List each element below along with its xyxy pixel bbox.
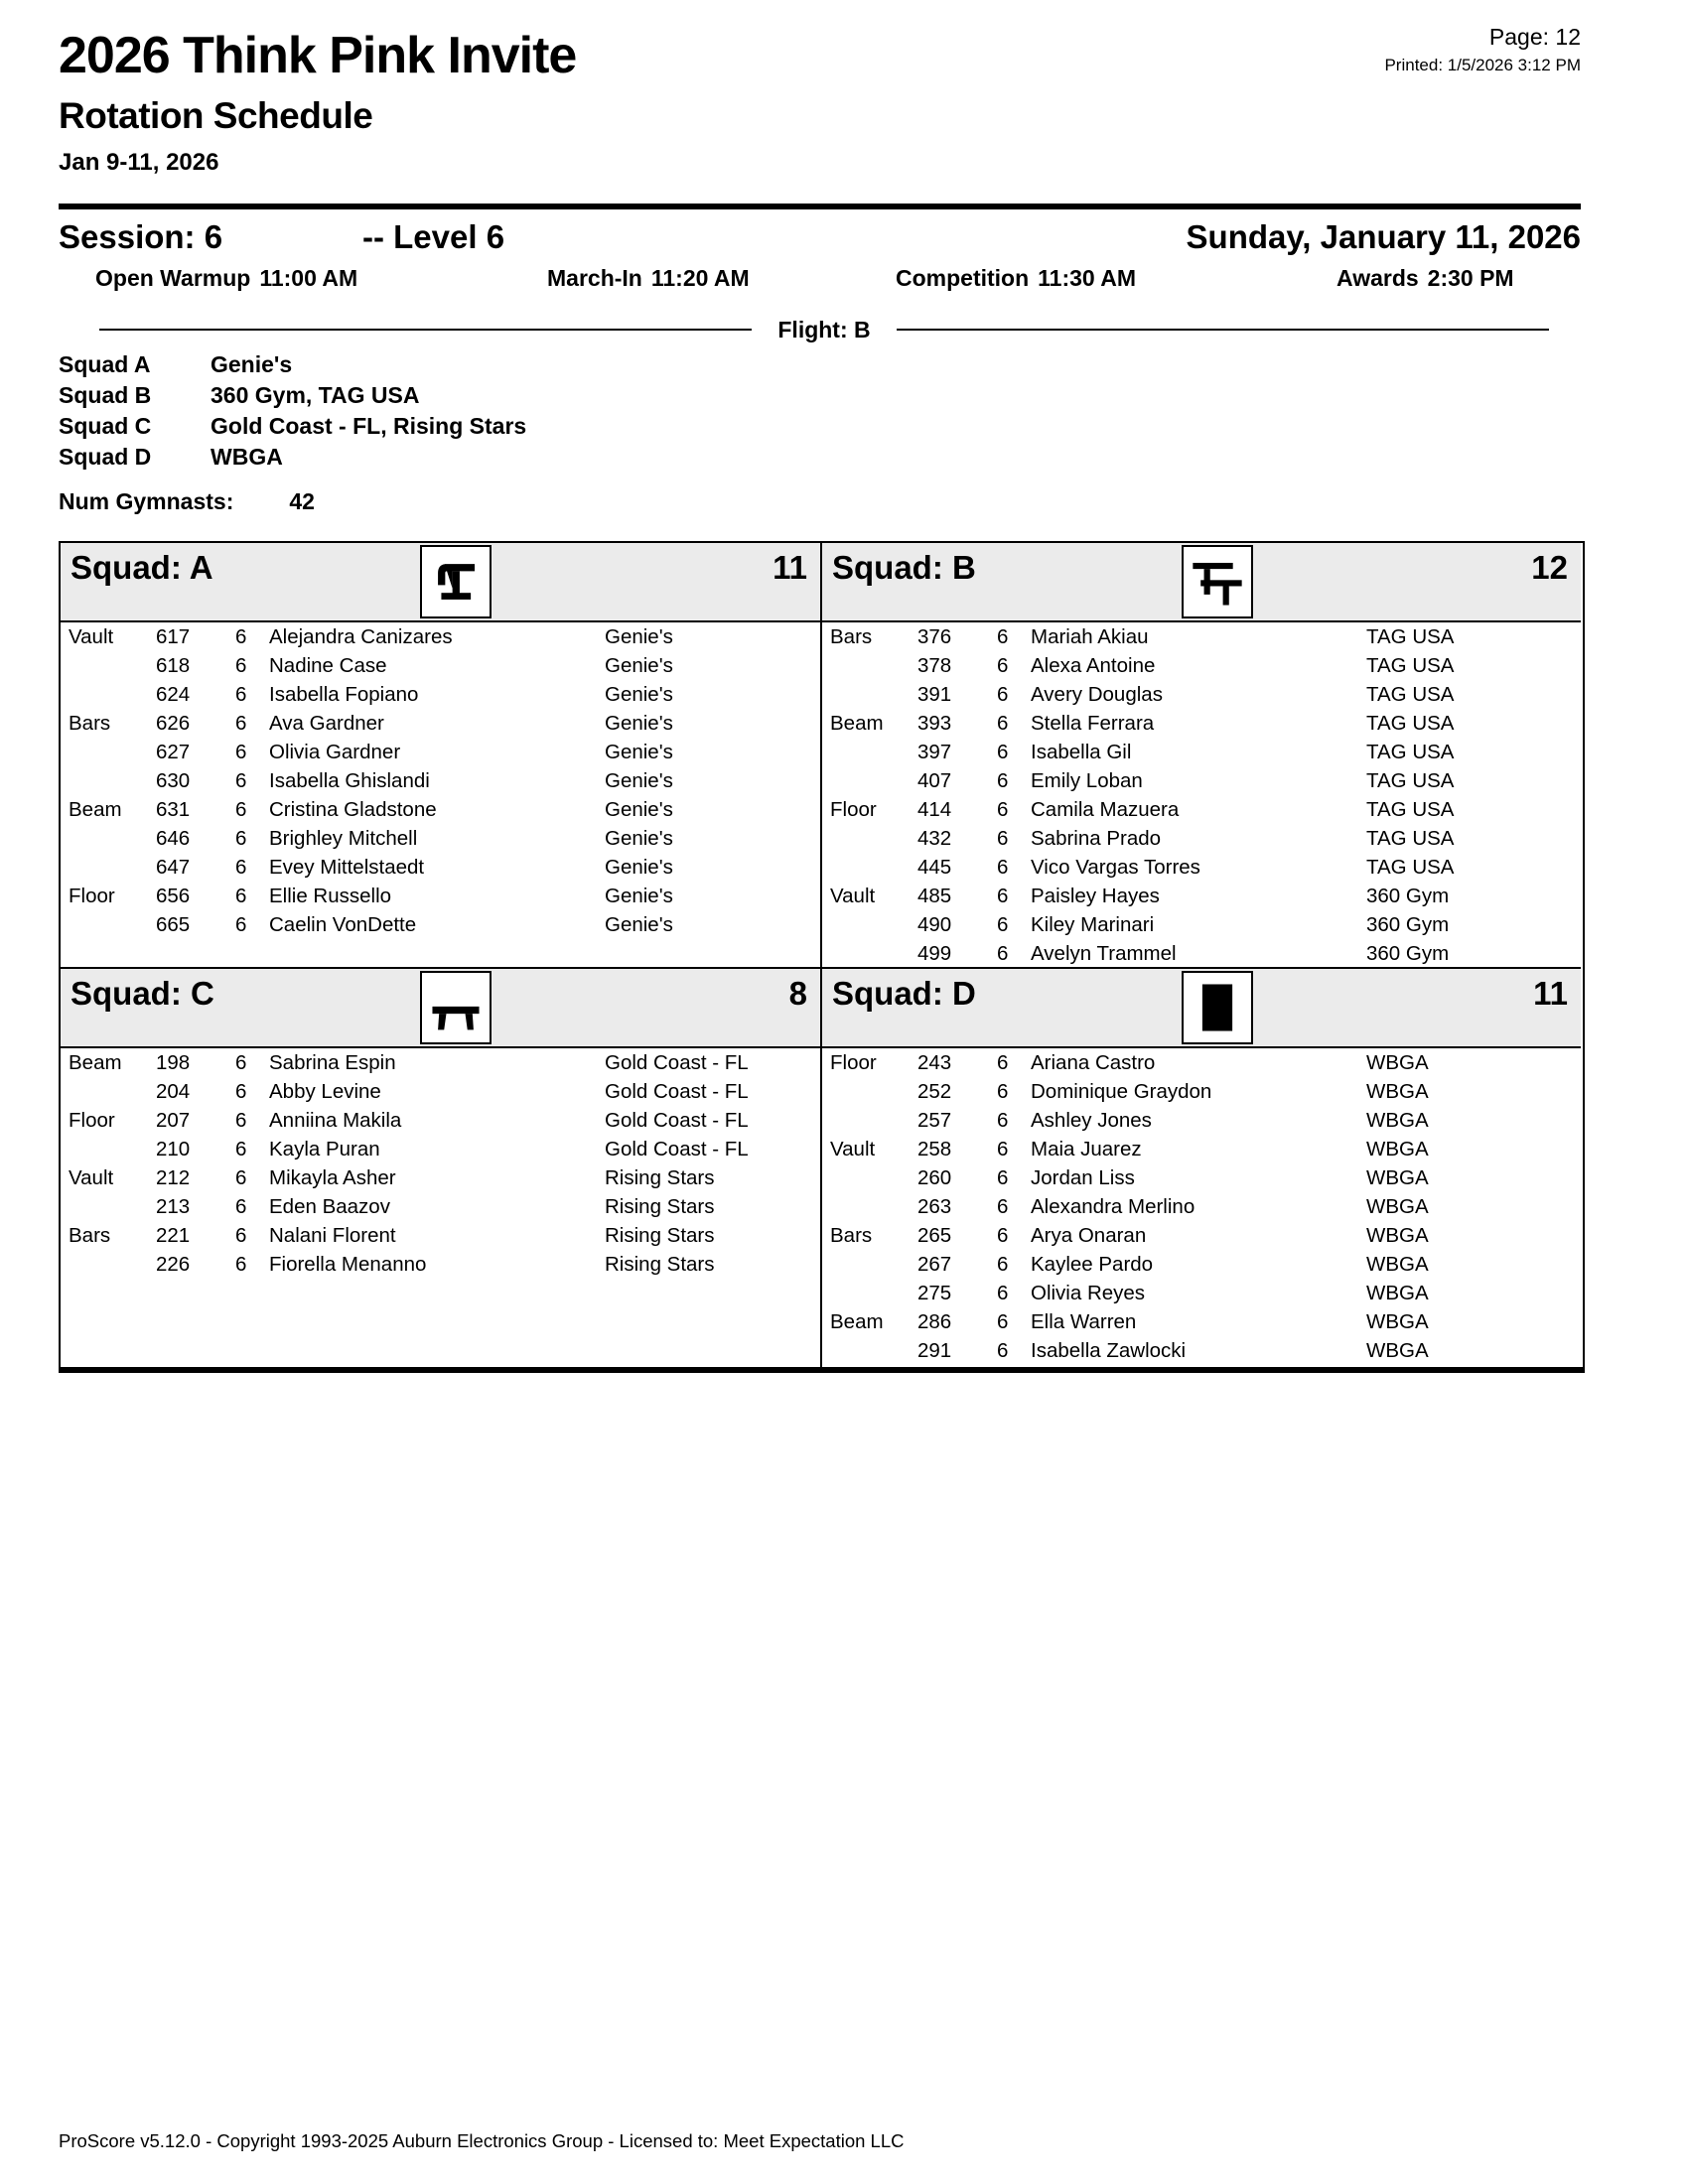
level-value: 6 [997,1138,1009,1160]
club-name: Genie's [605,741,673,763]
level-value: 6 [235,1253,247,1276]
flight-label: Flight: B [777,316,871,342]
gymnast-name: Vico Vargas Torres [1031,856,1200,879]
level-value: 6 [235,1195,247,1218]
gymnast-row [822,738,1581,766]
club-name: TAG USA [1366,712,1455,735]
gymnast-row [822,766,1581,795]
competitor-number: 378 [917,654,952,677]
gymnast-name: Mikayla Asher [269,1166,396,1189]
gymnast-name: Paisley Hayes [1031,885,1160,907]
club-name: WBGA [1366,1253,1429,1276]
level-value: 6 [997,1282,1009,1304]
gymnast-row [822,1336,1581,1365]
apparatus-label: Floor [69,885,115,907]
right-panel [820,543,1581,1367]
apparatus-label: Bars [69,1224,111,1247]
session-date: Sunday, January 11, 2026 [1186,218,1581,255]
competitor-number: 204 [156,1080,191,1103]
club-name: WBGA [1366,1224,1429,1247]
club-name: Rising Stars [605,1224,715,1247]
march-in-time [547,265,750,292]
competition-time [896,265,1136,292]
competitor-number: 376 [917,625,952,648]
gymnast-name: Eden Baazov [269,1195,390,1218]
left-panel [61,543,820,1367]
printed-timestamp: Printed: 1/5/2026 3:12 PM [1384,56,1581,74]
squad-d-count: 11 [1533,975,1568,1012]
gymnast-name: Alexandra Merlino [1031,1195,1196,1218]
gymnast-name: Alexa Antoine [1031,654,1156,677]
competitor-number: 221 [156,1224,191,1247]
level-value: 6 [997,741,1009,763]
gymnast-name: Ashley Jones [1031,1109,1152,1132]
gymnast-row [61,910,820,939]
gymnast-name: Fiorella Menanno [269,1253,427,1276]
gymnast-name: Brighley Mitchell [269,827,418,850]
gymnast-row [822,1163,1581,1192]
club-name: 360 Gym [1366,913,1450,936]
gymnast-name: Nadine Case [269,654,387,677]
gymnast-row [822,1048,1581,1077]
legend-clubs: Genie's [211,351,293,377]
competitor-number: 432 [917,827,952,850]
competitor-number: 646 [156,827,191,850]
gymnast-name: Anniina Makila [269,1109,402,1132]
competitor-number: 485 [917,885,952,907]
gymnast-name: Stella Ferrara [1031,712,1155,735]
squad-b-rows [822,622,1581,967]
gymnast-name: Ava Gardner [269,712,384,735]
club-name: Genie's [605,913,673,936]
num-gymnasts-value: 42 [289,488,315,514]
level-value: 6 [235,1138,247,1160]
club-name: WBGA [1366,1195,1429,1218]
gymnast-row [61,766,820,795]
level-value: 6 [235,1166,247,1189]
level-value: 6 [997,798,1009,821]
level-value: 6 [235,913,247,936]
gymnast-row [822,1106,1581,1135]
level-value: 6 [235,1109,247,1132]
competitor-number: 630 [156,769,191,792]
competitor-number: 490 [917,913,952,936]
level-value: 6 [997,1310,1009,1333]
legend-clubs: 360 Gym, TAG USA [211,382,420,408]
gymnast-name: Olivia Gardner [269,741,401,763]
gymnast-name: Maia Juarez [1031,1138,1142,1160]
club-name: Gold Coast - FL [605,1138,749,1160]
apparatus-label: Floor [69,1109,115,1132]
gymnast-name: Camila Mazuera [1031,798,1180,821]
gymnast-row [61,651,820,680]
time-label: Competition [896,265,1030,291]
club-name: Rising Stars [605,1253,715,1276]
squad-a-count: 11 [773,549,807,586]
level-value: 6 [997,1080,1009,1103]
gymnast-row [822,1279,1581,1307]
level-value: 6 [997,654,1009,677]
apparatus-label: Floor [830,1051,877,1074]
gymnast-row [61,795,820,824]
level-value: 6 [235,712,247,735]
competitor-number: 210 [156,1138,191,1160]
competitor-number: 624 [156,683,191,706]
level-value: 6 [997,625,1009,648]
gymnast-row [822,1192,1581,1221]
squad-b-count: 12 [1531,549,1568,586]
club-name: TAG USA [1366,683,1455,706]
gymnast-name: Kaylee Pardo [1031,1253,1154,1276]
legend-key: Squad D [59,444,152,470]
club-name: TAG USA [1366,654,1455,677]
gymnast-row [822,1221,1581,1250]
level-value: 6 [235,798,247,821]
competitor-number: 212 [156,1166,191,1189]
club-name: TAG USA [1366,798,1455,821]
competitor-number: 275 [917,1282,952,1304]
session-label: Session: 6 [59,218,223,255]
balance-beam-icon [420,971,492,1044]
apparatus-label: Beam [830,1310,884,1333]
gymnast-row [61,1221,820,1250]
club-name: TAG USA [1366,741,1455,763]
apparatus-label: Vault [69,625,114,648]
apparatus-label: Beam [69,1051,122,1074]
level-value: 6 [235,885,247,907]
level-value: 6 [997,856,1009,879]
gymnast-row [822,651,1581,680]
level-value: 6 [997,1253,1009,1276]
apparatus-label: Beam [69,798,122,821]
club-name: Genie's [605,827,673,850]
competitor-number: 391 [917,683,952,706]
gymnast-row [822,1307,1581,1336]
gymnast-name: Isabella Zawlocki [1031,1339,1187,1362]
squad-b-title: Squad: B [832,549,976,586]
apparatus-label: Beam [830,712,884,735]
gymnast-row [61,824,820,853]
competitor-number: 213 [156,1195,191,1218]
level-value: 6 [997,1224,1009,1247]
level-value: 6 [997,712,1009,735]
time-label: Open Warmup [95,265,251,291]
club-name: Gold Coast - FL [605,1080,749,1103]
squad-a-title: Squad: A [70,549,213,586]
squad-d-rows [822,1048,1581,1367]
legend-key: Squad B [59,382,152,408]
club-name: Rising Stars [605,1166,715,1189]
club-name: Rising Stars [605,1195,715,1218]
club-name: WBGA [1366,1109,1429,1132]
vault-table-icon [420,545,492,618]
gymnast-name: Abby Levine [269,1080,381,1103]
competitor-number: 252 [917,1080,952,1103]
squad-b-header [822,543,1581,622]
flight-line-right [897,329,1549,331]
gymnast-name: Isabella Ghislandi [269,769,430,792]
gymnast-name: Nalani Florent [269,1224,396,1247]
level-value: 6 [997,683,1009,706]
competitor-number: 631 [156,798,191,821]
awards-time [1336,265,1514,292]
level-value: 6 [235,741,247,763]
level-value: 6 [235,1080,247,1103]
competitor-number: 257 [917,1109,952,1132]
club-name: Genie's [605,885,673,907]
gymnast-name: Alejandra Canizares [269,625,453,648]
club-name: Gold Coast - FL [605,1109,749,1132]
gymnast-name: Dominique Graydon [1031,1080,1212,1103]
competitor-number: 263 [917,1195,952,1218]
time-value: 2:30 PM [1427,265,1514,291]
club-name: WBGA [1366,1080,1429,1103]
gymnast-name: Mariah Akiau [1031,625,1149,648]
gymnast-name: Sabrina Prado [1031,827,1162,850]
competitor-number: 445 [917,856,952,879]
club-name: WBGA [1366,1138,1429,1160]
competitor-number: 198 [156,1051,191,1074]
floor-mat-icon [1182,971,1253,1044]
legend-row-a [59,349,526,380]
gymnast-row [822,882,1581,910]
rotation-table [59,541,1585,1373]
time-label: Awards [1336,265,1419,291]
open-warmup-time [95,265,357,292]
gymnast-row [61,853,820,882]
gymnast-row [61,1135,820,1163]
report-title: Rotation Schedule [59,95,373,136]
gymnast-name: Ariana Castro [1031,1051,1156,1074]
apparatus-label: Vault [830,1138,876,1160]
competitor-number: 665 [156,913,191,936]
legend-clubs: Gold Coast - FL, Rising Stars [211,413,527,439]
club-name: TAG USA [1366,856,1455,879]
gymnast-name: Sabrina Espin [269,1051,396,1074]
level-value: 6 [997,1109,1009,1132]
gymnast-name: Isabella Gil [1031,741,1132,763]
squad-a-header [61,543,820,622]
competitor-number: 617 [156,625,191,648]
gymnast-row [822,680,1581,709]
legend-clubs: WBGA [211,444,283,470]
squad-legend [59,349,526,473]
gymnast-row [61,680,820,709]
flight-line-left [99,329,752,331]
level-value: 6 [997,885,1009,907]
level-value: 6 [997,827,1009,850]
club-name: TAG USA [1366,769,1455,792]
club-name: WBGA [1366,1051,1429,1074]
num-gymnasts [59,488,315,515]
gymnast-row [61,1106,820,1135]
club-name: WBGA [1366,1166,1429,1189]
level-value: 6 [235,1224,247,1247]
level-value: 6 [997,769,1009,792]
gymnast-row [61,1048,820,1077]
time-value: 11:30 AM [1038,265,1137,291]
gymnast-row [61,709,820,738]
competitor-number: 258 [917,1138,952,1160]
competitor-number: 243 [917,1051,952,1074]
competitor-number: 626 [156,712,191,735]
gymnast-name: Arya Onaran [1031,1224,1147,1247]
gymnast-row [822,910,1581,939]
gymnast-row [61,738,820,766]
competitor-number: 414 [917,798,952,821]
gymnast-name: Evey Mittelstaedt [269,856,425,879]
apparatus-label: Bars [69,712,111,735]
apparatus-label: Floor [830,798,877,821]
squad-c-rows [61,1048,820,1367]
squad-c-count: 8 [788,975,807,1012]
gymnast-row [61,882,820,910]
gymnast-row [61,1192,820,1221]
gymnast-row [61,1250,820,1279]
gymnast-name: Jordan Liss [1031,1166,1135,1189]
gymnast-row [822,824,1581,853]
level-value: 6 [235,1051,247,1074]
competitor-number: 226 [156,1253,191,1276]
competitor-number: 499 [917,942,952,965]
club-name: WBGA [1366,1282,1429,1304]
gymnast-name: Olivia Reyes [1031,1282,1146,1304]
level-value: 6 [235,654,247,677]
level-value: 6 [997,1051,1009,1074]
apparatus-label: Vault [69,1166,114,1189]
club-name: TAG USA [1366,827,1455,850]
club-name: Genie's [605,683,673,706]
club-name: WBGA [1366,1310,1429,1333]
gymnast-row [61,622,820,651]
level-value: 6 [997,1195,1009,1218]
gymnast-name: Avelyn Trammel [1031,942,1177,965]
competitor-number: 618 [156,654,191,677]
competitor-number: 267 [917,1253,952,1276]
gymnast-row [822,1250,1581,1279]
level-value: 6 [997,1339,1009,1362]
competitor-number: 265 [917,1224,952,1247]
competitor-number: 647 [156,856,191,879]
club-name: Genie's [605,798,673,821]
meet-title: 2026 Think Pink Invite [59,27,577,84]
competitor-number: 397 [917,741,952,763]
squad-a-rows [61,622,820,967]
competitor-number: 291 [917,1339,952,1362]
flight-divider [99,316,1549,343]
gymnast-name: Isabella Fopiano [269,683,419,706]
meet-date-range: Jan 9-11, 2026 [59,149,219,176]
club-name: Genie's [605,654,673,677]
level-value: 6 [235,625,247,648]
gymnast-name: Ellie Russello [269,885,392,907]
gymnast-row [822,1135,1581,1163]
session-level: -- Level 6 [362,218,505,255]
level-value: 6 [235,683,247,706]
gymnast-name: Emily Loban [1031,769,1143,792]
squad-c-header [61,967,820,1048]
apparatus-label: Bars [830,1224,873,1247]
legend-key: Squad A [59,351,151,377]
gymnast-name: Caelin VonDette [269,913,417,936]
time-label: March-In [547,265,642,291]
gymnast-row [822,795,1581,824]
club-name: WBGA [1366,1339,1429,1362]
club-name: Genie's [605,625,673,648]
num-gymnasts-label: Num Gymnasts: [59,488,234,514]
gymnast-name: Avery Douglas [1031,683,1163,706]
club-name: 360 Gym [1366,885,1450,907]
competitor-number: 286 [917,1310,952,1333]
competitor-number: 656 [156,885,191,907]
apparatus-label: Bars [830,625,873,648]
level-value: 6 [235,827,247,850]
legend-row-c [59,411,526,442]
header-divider-rule [59,204,1581,209]
footer-license-text: ProScore v5.12.0 - Copyright 1993-2025 Auburn Electronics Group - Licensed to: Meet Expectation LLC [59,2130,905,2151]
competitor-number: 393 [917,712,952,735]
page-number: Page: 12 [1488,24,1581,50]
gymnast-row [822,939,1581,967]
uneven-bars-icon [1182,545,1253,618]
apparatus-label: Vault [830,885,876,907]
time-value: 11:00 AM [259,265,358,291]
squad-d-header [822,967,1581,1048]
gymnast-row [822,853,1581,882]
level-value: 6 [997,942,1009,965]
legend-row-d [59,442,526,473]
gymnast-name: Kiley Marinari [1031,913,1155,936]
club-name: TAG USA [1366,625,1455,648]
competitor-number: 627 [156,741,191,763]
level-value: 6 [997,913,1009,936]
gymnast-row [61,1163,820,1192]
squad-c-title: Squad: C [70,975,214,1012]
time-value: 11:20 AM [650,265,750,291]
competitor-number: 260 [917,1166,952,1189]
legend-row-b [59,380,526,411]
club-name: Genie's [605,712,673,735]
gymnast-row [61,1077,820,1106]
gymnast-row [822,622,1581,651]
club-name: 360 Gym [1366,942,1450,965]
gymnast-name: Ella Warren [1031,1310,1137,1333]
squad-d-title: Squad: D [832,975,976,1012]
level-value: 6 [235,856,247,879]
club-name: Genie's [605,769,673,792]
gymnast-row [822,1077,1581,1106]
gymnast-row [822,709,1581,738]
competitor-number: 207 [156,1109,191,1132]
competitor-number: 407 [917,769,952,792]
level-value: 6 [235,769,247,792]
gymnast-name: Cristina Gladstone [269,798,437,821]
level-value: 6 [997,1166,1009,1189]
legend-key: Squad C [59,413,152,439]
club-name: Gold Coast - FL [605,1051,749,1074]
gymnast-name: Kayla Puran [269,1138,380,1160]
club-name: Genie's [605,856,673,879]
